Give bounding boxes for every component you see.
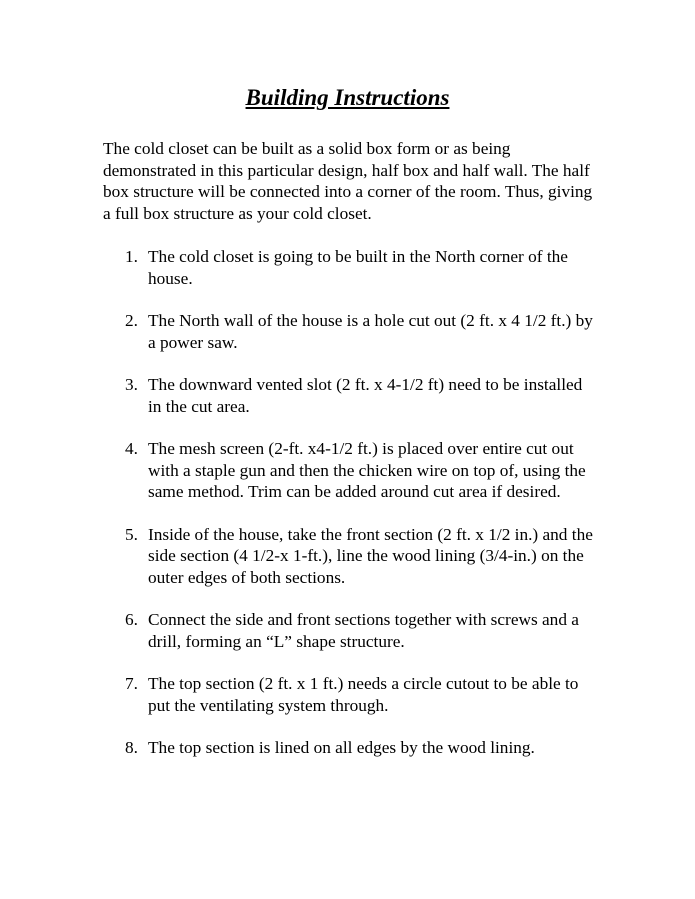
list-item [103,438,598,503]
list-item [103,524,598,589]
list-item [103,374,598,417]
step-text: The cold closet is going to be built in the North corner of the house. [148,247,568,288]
list-item [103,609,598,652]
list-item [103,246,598,289]
step-number: 8. [125,738,138,757]
page-title: Building Instructions [245,85,450,110]
step-number: 6. [125,610,138,629]
intro-paragraph: The cold closet can be built as a solid box form or as being demonstrated in this particular design, half box and half wall. The half box structure will be connected into a corner of the room. Thus, giving a full box structure as your cold closet. [103,139,593,223]
step-number: 1. [125,247,138,266]
step-text: The North wall of the house is a hole cut out (2 ft. x 4 1/2 ft.) by a power saw. [148,311,593,352]
step-text: The top section (2 ft. x 1 ft.) needs a circle cutout to be able to put the ventilating system through. [148,674,579,715]
step-text: The mesh screen (2-ft. x4-1/2 ft.) is placed over entire cut out with a staple gun and then the chicken wire on top of, using the same method. Trim can be added around cut area if desired. [148,439,586,501]
step-number: 4. [125,439,138,458]
step-number: 3. [125,375,138,394]
step-text: The top section is lined on all edges by the wood lining. [148,738,535,757]
list-item [103,673,598,716]
step-text: Inside of the house, take the front section (2 ft. x 1/2 in.) and the side section (4 1/2-x 1-ft.), line the wood lining (3/4-in.) on the outer edges of both sections. [148,524,593,587]
step-text: Connect the side and front sections together with screws and a drill, forming an “L” shape structure. [148,610,579,651]
step-text: The downward vented slot (2 ft. x 4-1/2 ft) need to be installed in the cut area. [148,375,583,416]
step-number: 7. [125,674,138,693]
list-item [103,310,598,353]
step-number: 2. [125,311,138,330]
instruction-list [103,246,598,759]
step-number: 5. [125,524,138,544]
list-item [103,737,598,759]
